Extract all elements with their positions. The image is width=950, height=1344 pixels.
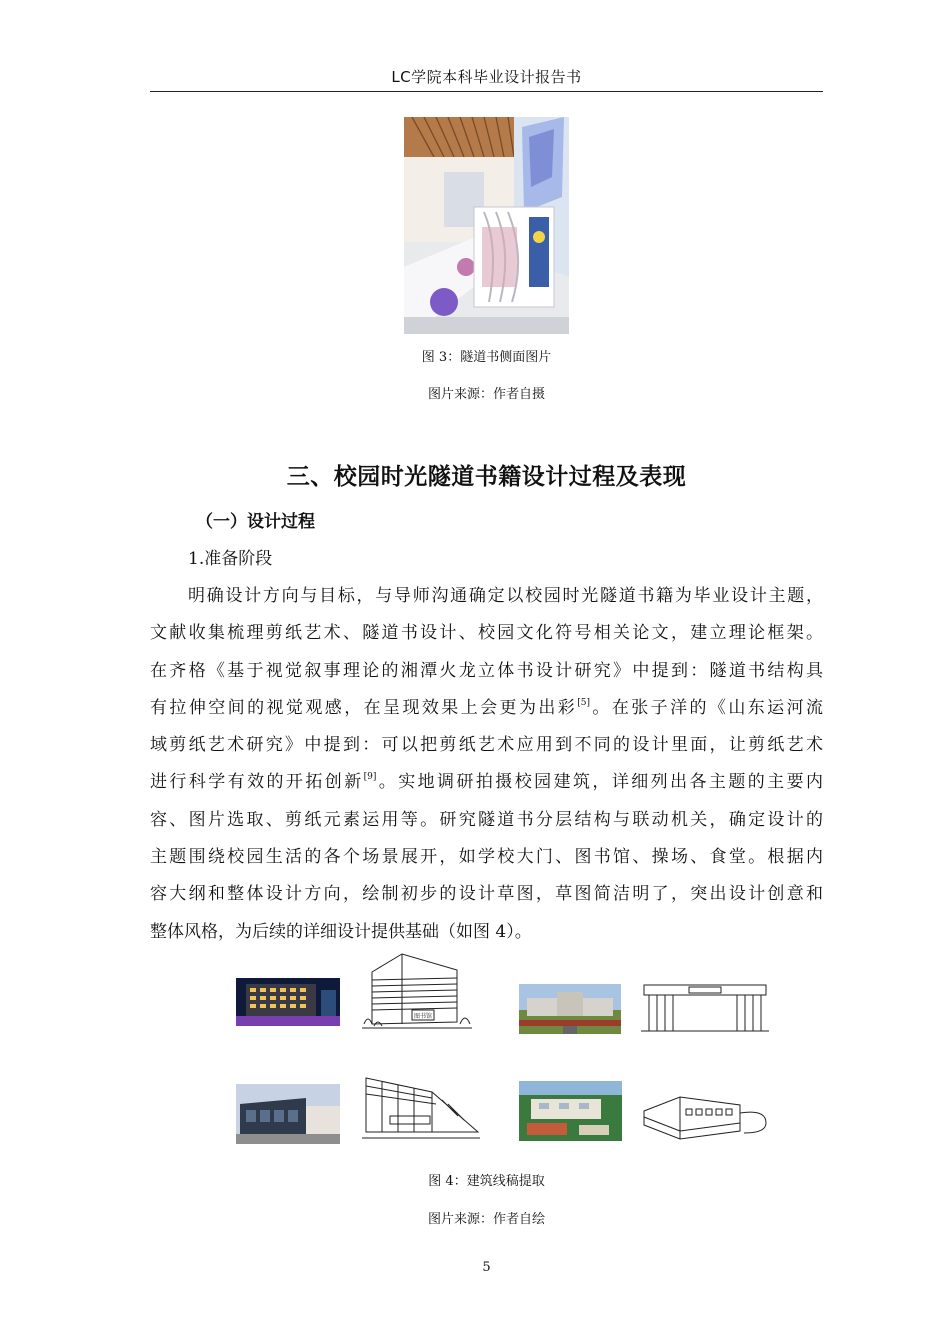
- section-title: 三、校园时光隧道书籍设计过程及表现: [286, 464, 687, 490]
- subsection-title: （一）设计过程: [196, 512, 315, 532]
- citation-5: [5]: [577, 697, 590, 708]
- paragraph-line: 域剪纸艺术研究》中提到：可以把剪纸艺术应用到不同的设计里面，让剪纸艺术: [150, 735, 823, 756]
- figure3-source: 图片来源：作者自摄: [427, 387, 545, 402]
- figure4-source: 图片来源：作者自绘: [427, 1212, 545, 1227]
- paragraph-line: 整体风格，为后续的详细设计提供基础（如图 4）。: [150, 921, 532, 942]
- line-text: 。在张子洋的《山东运河流: [589, 697, 824, 718]
- figure4-caption: 图 4：建筑线稿提取: [428, 1174, 545, 1189]
- campus-line-draft: [640, 1091, 770, 1141]
- header-rule: [150, 91, 823, 92]
- running-header: LC学院本科毕业设计报告书: [391, 68, 582, 86]
- line-text: 有拉伸空间的视觉观感，在呈现效果上会更为出彩: [150, 697, 578, 718]
- paragraph-line: 容、图片选取、剪纸元素运用等。研究隧道书分层结构与联动机关，确定设计的: [150, 809, 823, 830]
- canteen-photo: [236, 1084, 340, 1144]
- gate-line-draft: [641, 983, 769, 1033]
- paragraph-line: [150, 764, 823, 801]
- campus-aerial-photo: [519, 1081, 622, 1141]
- library-line-draft: [362, 952, 472, 1032]
- paragraph-line: 主题围绕校园生活的各个场景展开，如学校大门、图书馆、操场、食堂。根据内: [150, 847, 823, 868]
- canteen-line-draft: [362, 1072, 480, 1144]
- library-sign: 图书馆: [413, 1013, 433, 1020]
- paragraph-line: [150, 690, 823, 727]
- paragraph-line: 明确设计方向与目标，与导师沟通确定以校园时光隧道书籍为毕业设计主题，: [188, 586, 823, 606]
- building-photo-night: [236, 978, 340, 1026]
- figure3-caption: 图 3：隧道书侧面图片: [421, 350, 552, 365]
- citation-9: [9]: [363, 772, 377, 783]
- gate-photo: [519, 984, 621, 1034]
- page-number: 5: [482, 1260, 491, 1275]
- line-text: 。实地调研拍摄校园建筑，详细列出各主题的主要内: [376, 772, 824, 793]
- paragraph-line: 文献收集梳理剪纸艺术、隧道书设计、校园文化符号相关论文，建立理论框架。: [150, 623, 823, 644]
- body-paragraph: [150, 578, 823, 951]
- tunnel-book-side-photo: [404, 117, 569, 334]
- stage-heading: 1.准备阶段: [188, 549, 273, 569]
- paragraph-line: 容大纲和整体设计方向，绘制初步的设计草图，草图简洁明了，突出设计创意和: [150, 884, 823, 905]
- line-text: 进行科学有效的开拓创新: [150, 772, 364, 793]
- paragraph-line: 在齐格《基于视觉叙事理论的湘潭火龙立体书设计研究》中提到：隧道书结构具: [150, 660, 823, 681]
